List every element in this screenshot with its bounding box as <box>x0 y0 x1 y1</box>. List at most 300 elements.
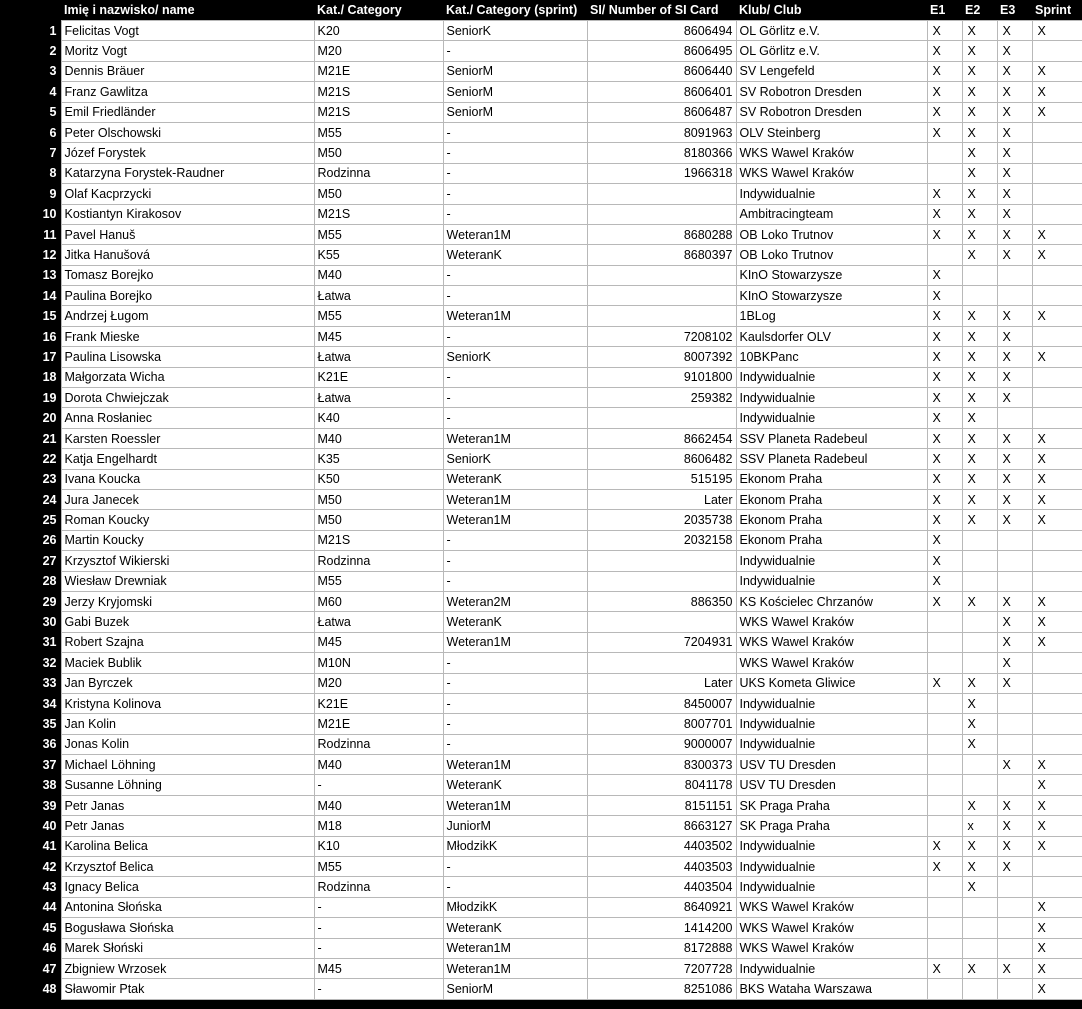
e2-mark: X <box>962 591 997 611</box>
club-cell: WKS Wawel Kraków <box>736 653 927 673</box>
participant-name: Jan Kolin <box>61 714 314 734</box>
e2-mark: X <box>962 836 997 856</box>
si-card-cell: 259382 <box>587 388 736 408</box>
sprint-mark <box>1032 877 1082 897</box>
sprint-category-cell: - <box>443 184 587 204</box>
e2-mark: X <box>962 734 997 754</box>
e1-mark: X <box>927 449 962 469</box>
table-row <box>0 714 1082 734</box>
club-cell: Indywidualnie <box>736 367 927 387</box>
club-cell: 1BLog <box>736 306 927 326</box>
sprint-mark: X <box>1032 82 1082 102</box>
e2-mark: X <box>962 306 997 326</box>
si-card-cell: 8300373 <box>587 755 736 775</box>
si-card-cell <box>587 408 736 428</box>
e1-mark: X <box>927 61 962 81</box>
club-cell: 10BKPanc <box>736 347 927 367</box>
e3-mark <box>997 530 1032 550</box>
e3-mark <box>997 877 1032 897</box>
row-number: 12 <box>0 245 61 265</box>
si-card-cell: 9000007 <box>587 734 736 754</box>
e2-mark <box>962 653 997 673</box>
si-card-cell: Later <box>587 673 736 693</box>
club-cell: KInO Stowarzysze <box>736 286 927 306</box>
participant-name: Krzysztof Belica <box>61 857 314 877</box>
row-number: 9 <box>0 184 61 204</box>
e2-mark: X <box>962 510 997 530</box>
e3-mark: X <box>997 673 1032 693</box>
club-cell: Indywidualnie <box>736 877 927 897</box>
category-cell: K40 <box>314 408 443 428</box>
e1-mark <box>927 877 962 897</box>
club-cell: Indywidualnie <box>736 388 927 408</box>
table-row <box>0 673 1082 693</box>
si-card-cell: 886350 <box>587 591 736 611</box>
e1-mark: X <box>927 836 962 856</box>
e1-mark: X <box>927 82 962 102</box>
participant-name: Robert Szajna <box>61 632 314 652</box>
participant-name: Dorota Chwiejczak <box>61 388 314 408</box>
club-cell: SV Lengefeld <box>736 61 927 81</box>
sprint-category-cell: SeniorM <box>443 61 587 81</box>
si-card-cell: 8151151 <box>587 795 736 815</box>
table-row <box>0 591 1082 611</box>
participant-name: Franz Gawlitza <box>61 82 314 102</box>
sprint-category-cell: Weteran1M <box>443 958 587 978</box>
category-cell: M50 <box>314 184 443 204</box>
e1-mark <box>927 897 962 917</box>
sprint-category-cell: - <box>443 367 587 387</box>
category-cell: Łatwa <box>314 388 443 408</box>
sprint-category-cell: - <box>443 163 587 183</box>
category-cell: M40 <box>314 428 443 448</box>
sprint-mark <box>1032 326 1082 346</box>
e1-mark: X <box>927 326 962 346</box>
category-cell: M50 <box>314 489 443 509</box>
e3-mark: X <box>997 163 1032 183</box>
participant-name: Michael Löhning <box>61 755 314 775</box>
category-cell: M21E <box>314 61 443 81</box>
category-cell: K55 <box>314 245 443 265</box>
sprint-mark <box>1032 163 1082 183</box>
participant-name: Karolina Belica <box>61 836 314 856</box>
sprint-mark: X <box>1032 61 1082 81</box>
participant-name: Małgorzata Wicha <box>61 367 314 387</box>
e3-mark: X <box>997 143 1032 163</box>
participant-name: Maciek Bublik <box>61 653 314 673</box>
participant-name: Emil Friedländer <box>61 102 314 122</box>
table-row <box>0 693 1082 713</box>
category-cell: Łatwa <box>314 347 443 367</box>
participant-name: Józef Forystek <box>61 143 314 163</box>
si-card-cell: 515195 <box>587 469 736 489</box>
sprint-mark <box>1032 734 1082 754</box>
sprint-category-cell: - <box>443 122 587 142</box>
sprint-category-cell: - <box>443 551 587 571</box>
row-number: 37 <box>0 755 61 775</box>
table-row <box>0 347 1082 367</box>
sprint-category-cell: SeniorK <box>443 449 587 469</box>
table-row <box>0 918 1082 938</box>
si-card-cell: 8450007 <box>587 693 736 713</box>
participant-name: Martin Koucky <box>61 530 314 550</box>
si-card-cell: 8662454 <box>587 428 736 448</box>
e2-mark <box>962 775 997 795</box>
si-card-cell: 8606487 <box>587 102 736 122</box>
club-cell: Ekonom Praha <box>736 510 927 530</box>
category-cell: - <box>314 938 443 958</box>
e2-mark: x <box>962 816 997 836</box>
e3-mark: X <box>997 224 1032 244</box>
e3-mark <box>997 693 1032 713</box>
table-row <box>0 632 1082 652</box>
club-cell: KS Kościelec Chrzanów <box>736 591 927 611</box>
e1-mark <box>927 693 962 713</box>
row-number: 40 <box>0 816 61 836</box>
e3-mark: X <box>997 204 1032 224</box>
category-cell: Rodzinna <box>314 163 443 183</box>
participant-name: Katja Engelhardt <box>61 449 314 469</box>
e3-mark <box>997 571 1032 591</box>
row-number: 18 <box>0 367 61 387</box>
sprint-category-cell: - <box>443 41 587 61</box>
club-cell: Indywidualnie <box>736 836 927 856</box>
si-card-cell: Later <box>587 489 736 509</box>
e1-mark <box>927 163 962 183</box>
e1-mark: X <box>927 428 962 448</box>
participant-name: Gabi Buzek <box>61 612 314 632</box>
sprint-category-cell: - <box>443 653 587 673</box>
header-row <box>0 0 1082 21</box>
table-row <box>0 775 1082 795</box>
e3-mark: X <box>997 82 1032 102</box>
participant-name: Paulina Lisowska <box>61 347 314 367</box>
participant-name: Andrzej Ługom <box>61 306 314 326</box>
table-row <box>0 795 1082 815</box>
club-cell: Indywidualnie <box>736 551 927 571</box>
participant-name: Felicitas Vogt <box>61 21 314 41</box>
table-row <box>0 958 1082 978</box>
e1-mark <box>927 143 962 163</box>
club-cell: Indywidualnie <box>736 184 927 204</box>
e2-mark: X <box>962 163 997 183</box>
e2-mark: X <box>962 143 997 163</box>
si-card-cell: 8606494 <box>587 21 736 41</box>
si-card-cell: 8091963 <box>587 122 736 142</box>
e3-mark: X <box>997 326 1032 346</box>
row-number: 30 <box>0 612 61 632</box>
category-cell: - <box>314 897 443 917</box>
e2-mark: X <box>962 102 997 122</box>
e3-mark <box>997 897 1032 917</box>
club-cell: SK Praga Praha <box>736 795 927 815</box>
category-cell: M50 <box>314 510 443 530</box>
header-name: Imię i nazwisko/ name <box>61 0 314 21</box>
category-cell: M21S <box>314 204 443 224</box>
e1-mark <box>927 795 962 815</box>
sprint-category-cell: Weteran1M <box>443 510 587 530</box>
club-cell: Indywidualnie <box>736 714 927 734</box>
sprint-category-cell: WeteranK <box>443 775 587 795</box>
row-number: 13 <box>0 265 61 285</box>
category-cell: M40 <box>314 755 443 775</box>
e2-mark: X <box>962 877 997 897</box>
sprint-mark: X <box>1032 938 1082 958</box>
row-number: 42 <box>0 857 61 877</box>
club-cell: KInO Stowarzysze <box>736 265 927 285</box>
sprint-mark <box>1032 41 1082 61</box>
si-card-cell: 8606482 <box>587 449 736 469</box>
row-number: 28 <box>0 571 61 591</box>
category-cell: M21S <box>314 530 443 550</box>
e3-mark: X <box>997 306 1032 326</box>
e3-mark: X <box>997 21 1032 41</box>
e2-mark: X <box>962 489 997 509</box>
club-cell: Ambitracingteam <box>736 204 927 224</box>
category-cell: M20 <box>314 41 443 61</box>
e1-mark: X <box>927 388 962 408</box>
row-number: 16 <box>0 326 61 346</box>
e1-mark: X <box>927 857 962 877</box>
e1-mark <box>927 734 962 754</box>
e1-mark <box>927 918 962 938</box>
participant-name: Roman Koucky <box>61 510 314 530</box>
category-cell: M50 <box>314 143 443 163</box>
row-number: 14 <box>0 286 61 306</box>
category-cell: M21S <box>314 102 443 122</box>
row-number: 10 <box>0 204 61 224</box>
sprint-mark <box>1032 143 1082 163</box>
row-number: 25 <box>0 510 61 530</box>
row-number: 46 <box>0 938 61 958</box>
sprint-mark: X <box>1032 979 1082 999</box>
row-number: 17 <box>0 347 61 367</box>
club-cell: SSV Planeta Radebeul <box>736 449 927 469</box>
e3-mark: X <box>997 347 1032 367</box>
e1-mark <box>927 653 962 673</box>
si-card-cell: 8680397 <box>587 245 736 265</box>
table-row <box>0 204 1082 224</box>
category-cell: K50 <box>314 469 443 489</box>
si-card-cell <box>587 571 736 591</box>
row-number: 20 <box>0 408 61 428</box>
row-number: 31 <box>0 632 61 652</box>
category-cell: M18 <box>314 816 443 836</box>
category-cell: - <box>314 918 443 938</box>
row-number: 47 <box>0 958 61 978</box>
e3-mark: X <box>997 388 1032 408</box>
sprint-mark: X <box>1032 449 1082 469</box>
sprint-mark <box>1032 408 1082 428</box>
sprint-category-cell: - <box>443 734 587 754</box>
row-number: 34 <box>0 693 61 713</box>
sprint-mark: X <box>1032 469 1082 489</box>
si-card-cell: 7204931 <box>587 632 736 652</box>
e3-mark <box>997 979 1032 999</box>
club-cell: UKS Kometa Gliwice <box>736 673 927 693</box>
e1-mark: X <box>927 510 962 530</box>
sprint-mark <box>1032 388 1082 408</box>
sprint-category-cell: - <box>443 408 587 428</box>
header-e2: E2 <box>962 0 997 21</box>
table-row <box>0 61 1082 81</box>
table-row <box>0 286 1082 306</box>
e1-mark: X <box>927 21 962 41</box>
si-card-cell: 9101800 <box>587 367 736 387</box>
row-number: 39 <box>0 795 61 815</box>
club-cell: Ekonom Praha <box>736 469 927 489</box>
si-card-cell: 2032158 <box>587 530 736 550</box>
club-cell: Kaulsdorfer OLV <box>736 326 927 346</box>
sprint-mark: X <box>1032 755 1082 775</box>
sprint-category-cell: MłodzikK <box>443 836 587 856</box>
club-cell: Indywidualnie <box>736 571 927 591</box>
participant-name: Jan Byrczek <box>61 673 314 693</box>
sprint-category-cell: WeteranK <box>443 245 587 265</box>
category-cell: K35 <box>314 449 443 469</box>
e2-mark <box>962 897 997 917</box>
e2-mark <box>962 265 997 285</box>
e2-mark <box>962 979 997 999</box>
row-number: 8 <box>0 163 61 183</box>
e3-mark <box>997 714 1032 734</box>
si-card-cell: 8640921 <box>587 897 736 917</box>
e2-mark: X <box>962 388 997 408</box>
category-cell: M55 <box>314 224 443 244</box>
sprint-mark: X <box>1032 795 1082 815</box>
table-row <box>0 612 1082 632</box>
club-cell: OL Görlitz e.V. <box>736 21 927 41</box>
sprint-mark <box>1032 286 1082 306</box>
e3-mark: X <box>997 510 1032 530</box>
e2-mark: X <box>962 449 997 469</box>
table-row <box>0 306 1082 326</box>
sprint-category-cell: MłodzikK <box>443 897 587 917</box>
e3-mark: X <box>997 469 1032 489</box>
sprint-mark: X <box>1032 489 1082 509</box>
e3-mark <box>997 918 1032 938</box>
e2-mark: X <box>962 958 997 978</box>
row-number: 29 <box>0 591 61 611</box>
si-card-cell <box>587 265 736 285</box>
sprint-category-cell: SeniorK <box>443 347 587 367</box>
sprint-mark: X <box>1032 632 1082 652</box>
table-row <box>0 857 1082 877</box>
participant-name: Jerzy Kryjomski <box>61 591 314 611</box>
sprint-mark: X <box>1032 612 1082 632</box>
club-cell: WKS Wawel Kraków <box>736 632 927 652</box>
e3-mark <box>997 734 1032 754</box>
sprint-mark: X <box>1032 897 1082 917</box>
e3-mark: X <box>997 367 1032 387</box>
participant-name: Sławomir Ptak <box>61 979 314 999</box>
sprint-mark: X <box>1032 510 1082 530</box>
participant-name: Tomasz Borejko <box>61 265 314 285</box>
e3-mark <box>997 408 1032 428</box>
e3-mark: X <box>997 795 1032 815</box>
si-card-cell: 8172888 <box>587 938 736 958</box>
category-cell: M55 <box>314 306 443 326</box>
table-row <box>0 938 1082 958</box>
e2-mark: X <box>962 714 997 734</box>
sprint-mark: X <box>1032 775 1082 795</box>
sprint-mark: X <box>1032 306 1082 326</box>
club-cell: Indywidualnie <box>736 857 927 877</box>
e1-mark <box>927 245 962 265</box>
e2-mark <box>962 551 997 571</box>
category-cell: M60 <box>314 591 443 611</box>
si-card-cell <box>587 612 736 632</box>
participant-name: Peter Olschowski <box>61 122 314 142</box>
e1-mark: X <box>927 591 962 611</box>
e1-mark <box>927 938 962 958</box>
table-row <box>0 21 1082 41</box>
participant-name: Pavel Hanuš <box>61 224 314 244</box>
participant-name: Jonas Kolin <box>61 734 314 754</box>
e2-mark <box>962 571 997 591</box>
club-cell: Indywidualnie <box>736 408 927 428</box>
e1-mark: X <box>927 469 962 489</box>
e1-mark: X <box>927 347 962 367</box>
table-row <box>0 897 1082 917</box>
row-number: 41 <box>0 836 61 856</box>
participant-name: Anna Rosłaniec <box>61 408 314 428</box>
participant-name: Zbigniew Wrzosek <box>61 958 314 978</box>
table-row <box>0 388 1082 408</box>
sprint-mark <box>1032 551 1082 571</box>
category-cell: M40 <box>314 795 443 815</box>
club-cell: Ekonom Praha <box>736 489 927 509</box>
club-cell: SK Praga Praha <box>736 816 927 836</box>
table-row <box>0 163 1082 183</box>
sprint-category-cell: Weteran1M <box>443 306 587 326</box>
participant-name: Paulina Borejko <box>61 286 314 306</box>
e1-mark <box>927 775 962 795</box>
club-cell: WKS Wawel Kraków <box>736 918 927 938</box>
e3-mark <box>997 286 1032 306</box>
e1-mark: X <box>927 102 962 122</box>
club-cell: Indywidualnie <box>736 693 927 713</box>
si-card-cell: 8180366 <box>587 143 736 163</box>
e1-mark: X <box>927 265 962 285</box>
row-number: 22 <box>0 449 61 469</box>
e1-mark: X <box>927 530 962 550</box>
si-card-cell: 8663127 <box>587 816 736 836</box>
sprint-mark <box>1032 653 1082 673</box>
table-row <box>0 265 1082 285</box>
table-row <box>0 653 1082 673</box>
category-cell: M40 <box>314 265 443 285</box>
table-row <box>0 408 1082 428</box>
e1-mark: X <box>927 571 962 591</box>
header-category: Kat./ Category <box>314 0 443 21</box>
table-row <box>0 143 1082 163</box>
sprint-category-cell: - <box>443 714 587 734</box>
e1-mark <box>927 755 962 775</box>
row-number: 1 <box>0 21 61 41</box>
e2-mark: X <box>962 61 997 81</box>
si-card-cell <box>587 306 736 326</box>
category-cell: M55 <box>314 122 443 142</box>
si-card-cell: 8007701 <box>587 714 736 734</box>
si-card-cell <box>587 286 736 306</box>
e3-mark: X <box>997 816 1032 836</box>
e3-mark <box>997 938 1032 958</box>
e3-mark: X <box>997 41 1032 61</box>
club-cell: OB Loko Trutnov <box>736 245 927 265</box>
sprint-category-cell: WeteranK <box>443 918 587 938</box>
e1-mark: X <box>927 367 962 387</box>
